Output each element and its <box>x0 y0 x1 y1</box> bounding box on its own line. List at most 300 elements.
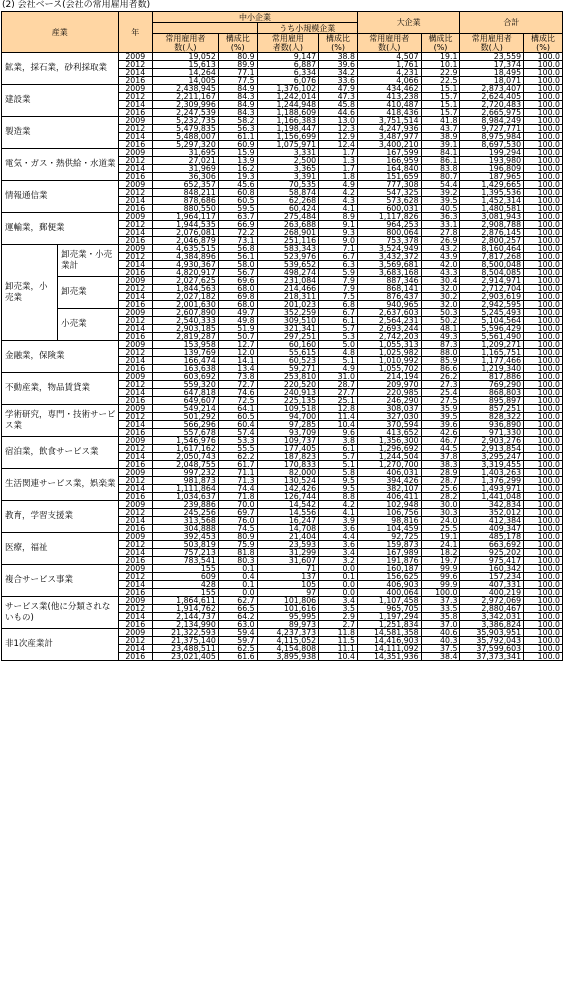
value-cell: 43.2 <box>421 245 460 253</box>
value-cell: 0.1 <box>218 565 257 573</box>
value-cell: 38.3 <box>421 461 460 469</box>
value-cell: 9.1 <box>319 221 358 229</box>
value-cell: 925,202 <box>460 549 524 557</box>
value-cell: 868,141 <box>357 285 421 293</box>
value-cell: 6,334 <box>257 69 318 77</box>
value-cell: 413,652 <box>357 429 421 437</box>
value-cell: 783,541 <box>153 557 219 565</box>
value-cell: 100.0 <box>524 157 563 165</box>
value-cell: 38.4 <box>421 653 460 661</box>
year-cell: 2009 <box>118 533 153 541</box>
value-cell: 1,055,313 <box>357 341 421 349</box>
year-cell: 2012 <box>118 509 153 517</box>
sme-header: 中小企業 <box>153 12 358 23</box>
value-cell: 37,599,603 <box>460 645 524 653</box>
table-row <box>2 53 563 61</box>
value-cell: 62,268 <box>257 197 318 205</box>
value-cell: 37.5 <box>421 645 460 653</box>
value-cell: 56.7 <box>218 269 257 277</box>
total-header: 合計 <box>460 12 563 34</box>
year-cell: 2014 <box>118 645 153 653</box>
value-cell: 18,495 <box>460 69 524 77</box>
value-cell: 304,888 <box>153 525 219 533</box>
value-cell: 104,459 <box>357 525 421 533</box>
value-cell: 27,021 <box>153 157 219 165</box>
value-cell: 1,165,751 <box>460 349 524 357</box>
value-cell: 73.8 <box>218 373 257 381</box>
value-cell: 15.1 <box>421 85 460 93</box>
value-cell: 55,615 <box>257 349 318 357</box>
value-cell: 14,111,092 <box>357 645 421 653</box>
value-cell: 1,864,611 <box>153 597 219 605</box>
industry-cell: 生活関連サービス業，娯楽業 <box>2 469 119 501</box>
year-cell: 2014 <box>118 261 153 269</box>
value-cell: 100.0 <box>524 333 563 341</box>
value-cell: 2,211,167 <box>153 93 219 101</box>
value-cell: 0.0 <box>218 589 257 597</box>
value-cell: 19.1 <box>421 533 460 541</box>
value-cell: 4,115,052 <box>257 637 318 645</box>
year-cell: 2014 <box>118 485 153 493</box>
value-cell: 4,635,515 <box>153 245 219 253</box>
sme-empty-header <box>153 23 258 34</box>
value-cell: 81.8 <box>218 549 257 557</box>
value-cell: 31,607 <box>257 557 318 565</box>
year-cell: 2009 <box>118 501 153 509</box>
value-cell: 137 <box>257 573 318 581</box>
value-cell: 5,232,735 <box>153 117 219 125</box>
value-cell: 99.9 <box>421 565 460 573</box>
value-cell: 23,488,511 <box>153 645 219 653</box>
value-cell: 11.5 <box>319 637 358 645</box>
value-cell: 100.0 <box>524 357 563 365</box>
value-cell: 268,901 <box>257 229 318 237</box>
value-cell: 50.3 <box>421 309 460 317</box>
year-cell: 2012 <box>118 349 153 357</box>
value-cell: 225,135 <box>257 397 318 405</box>
year-cell: 2009 <box>118 245 153 253</box>
value-cell: 1,010,992 <box>357 357 421 365</box>
value-cell: 895,897 <box>460 397 524 405</box>
value-cell: 36.3 <box>421 213 460 221</box>
value-cell: 80.7 <box>421 173 460 181</box>
value-cell: 167,989 <box>357 549 421 557</box>
sub-industry-cell: 卸売業 <box>58 277 118 309</box>
value-cell: 218,311 <box>257 293 318 301</box>
value-cell: 100.0 <box>524 197 563 205</box>
year-cell: 2016 <box>118 493 153 501</box>
value-cell: 1,197,294 <box>357 613 421 621</box>
small-header: うち小規模企業 <box>257 23 357 34</box>
year-cell: 2009 <box>118 437 153 445</box>
table-row <box>2 469 563 477</box>
year-cell: 2014 <box>118 421 153 429</box>
value-cell: 5.3 <box>319 333 358 341</box>
value-cell: 5,479,835 <box>153 125 219 133</box>
value-cell: 30.0 <box>421 501 460 509</box>
value-cell: 4,384,896 <box>153 253 219 261</box>
table-row <box>2 277 563 285</box>
value-cell: 2,637,603 <box>357 309 421 317</box>
value-cell: 45.6 <box>218 181 257 189</box>
value-cell: 84.3 <box>218 109 257 117</box>
value-cell: 245,256 <box>153 509 219 517</box>
value-cell: 5.1 <box>319 461 358 469</box>
year-cell: 2016 <box>118 589 153 597</box>
value-cell: 4,820,917 <box>153 269 219 277</box>
table-row <box>2 149 563 157</box>
value-cell: 370,594 <box>357 421 421 429</box>
value-cell: 16.2 <box>218 165 257 173</box>
year-cell: 2016 <box>118 557 153 565</box>
industry-cell: 製造業 <box>2 117 119 149</box>
year-cell: 2012 <box>118 221 153 229</box>
value-cell: 209,970 <box>357 381 421 389</box>
value-cell: 2,914,971 <box>460 277 524 285</box>
value-cell: 71.8 <box>218 493 257 501</box>
value-cell: 100.0 <box>524 61 563 69</box>
value-cell: 68.0 <box>218 301 257 309</box>
value-cell: 263,688 <box>257 221 318 229</box>
value-cell: 239,886 <box>153 501 219 509</box>
value-cell: 19,052 <box>153 53 219 61</box>
value-cell: 1,198,447 <box>257 125 318 133</box>
value-cell: 92,725 <box>357 533 421 541</box>
table-body <box>2 53 563 661</box>
value-cell: 4.9 <box>319 365 358 373</box>
value-cell: 5.8 <box>319 469 358 477</box>
value-cell: 100.0 <box>524 301 563 309</box>
large-header: 大企業 <box>357 12 459 34</box>
value-cell: 99.9 <box>421 581 460 589</box>
year-cell: 2009 <box>118 629 153 637</box>
value-cell: 60.5 <box>218 413 257 421</box>
value-cell: 428 <box>153 581 219 589</box>
value-cell: 400,064 <box>357 589 421 597</box>
value-cell: 1,117,826 <box>357 213 421 221</box>
value-cell: 1,025,982 <box>357 349 421 357</box>
value-cell: 971,330 <box>460 429 524 437</box>
value-cell: 34.2 <box>319 69 358 77</box>
value-cell: 2,144,737 <box>153 613 219 621</box>
value-cell: 2,972,069 <box>460 597 524 605</box>
value-cell: 76.0 <box>218 517 257 525</box>
value-cell: 1,403,263 <box>460 469 524 477</box>
value-cell: 848,211 <box>153 189 219 197</box>
value-cell: 6,076 <box>257 77 318 85</box>
value-cell: 40.6 <box>421 629 460 637</box>
value-cell: 12.4 <box>319 141 358 149</box>
value-cell: 0.0 <box>319 589 358 597</box>
value-cell: 410,487 <box>357 101 421 109</box>
value-cell: 156,625 <box>357 573 421 581</box>
year-cell: 2012 <box>118 637 153 645</box>
value-cell: 100.0 <box>524 429 563 437</box>
industry-cell: 電気・ガス・熱供給・水道業 <box>2 149 119 181</box>
year-cell: 2014 <box>118 549 153 557</box>
value-cell: 214,194 <box>357 373 421 381</box>
value-cell: 100.0 <box>524 141 563 149</box>
value-cell: 14,581,358 <box>357 629 421 637</box>
value-cell: 100.0 <box>524 501 563 509</box>
year-cell: 2012 <box>118 445 153 453</box>
value-cell: 609 <box>153 573 219 581</box>
value-cell: 27.5 <box>421 397 460 405</box>
value-cell: 100.0 <box>524 253 563 261</box>
value-cell: 1,493,971 <box>460 485 524 493</box>
value-cell: 155 <box>153 565 219 573</box>
value-cell: 2,050,743 <box>153 453 219 461</box>
value-cell: 1,617,162 <box>153 445 219 453</box>
value-cell: 3,331 <box>257 149 318 157</box>
value-cell: 40.3 <box>421 637 460 645</box>
value-cell: 60.8 <box>218 189 257 197</box>
table-row <box>2 405 563 413</box>
value-cell: 777,308 <box>357 181 421 189</box>
value-cell: 100.0 <box>524 621 563 629</box>
small-ratio-header: 構成比 (%) <box>319 34 358 53</box>
value-cell: 2,942,595 <box>460 301 524 309</box>
value-cell: 46.7 <box>421 437 460 445</box>
value-cell: 97 <box>257 589 318 597</box>
value-cell: 2,048,755 <box>153 461 219 469</box>
value-cell: 5,596,429 <box>460 325 524 333</box>
value-cell: 965,705 <box>357 605 421 613</box>
value-cell: 940,965 <box>357 301 421 309</box>
value-cell: 84.9 <box>218 85 257 93</box>
value-cell: 15,613 <box>153 61 219 69</box>
value-cell: 41.8 <box>421 117 460 125</box>
value-cell: 1,964,117 <box>153 213 219 221</box>
value-cell: 3.4 <box>319 549 358 557</box>
industry-cell: 医療，福祉 <box>2 533 119 565</box>
value-cell: 6.7 <box>319 309 358 317</box>
value-cell: 964,253 <box>357 221 421 229</box>
value-cell: 28.2 <box>421 493 460 501</box>
value-cell: 413,238 <box>357 93 421 101</box>
value-cell: 6,887 <box>257 61 318 69</box>
value-cell: 4,930,367 <box>153 261 219 269</box>
year-cell: 2014 <box>118 581 153 589</box>
value-cell: 539,652 <box>257 261 318 269</box>
value-cell: 2,908,788 <box>460 221 524 229</box>
value-cell: 100.0 <box>524 221 563 229</box>
value-cell: 407,331 <box>460 581 524 589</box>
value-cell: 14,556 <box>257 509 318 517</box>
table-row <box>2 213 563 221</box>
value-cell: 193,980 <box>460 157 524 165</box>
value-cell: 170,833 <box>257 461 318 469</box>
value-cell: 77.5 <box>218 77 257 85</box>
value-cell: 100.0 <box>524 573 563 581</box>
value-cell: 406,031 <box>357 469 421 477</box>
year-cell: 2009 <box>118 53 153 61</box>
value-cell: 4.1 <box>319 205 358 213</box>
value-cell: 28.7 <box>319 381 358 389</box>
industry-cell: 不動産業，物品賃貸業 <box>2 373 119 405</box>
value-cell: 1,296,692 <box>357 445 421 453</box>
value-cell: 2,693,244 <box>357 325 421 333</box>
value-cell: 53.3 <box>218 437 257 445</box>
value-cell: 99.6 <box>421 573 460 581</box>
value-cell: 100.0 <box>524 93 563 101</box>
value-cell: 23,593 <box>257 541 318 549</box>
value-cell: 503,819 <box>153 541 219 549</box>
value-cell: 14.1 <box>218 357 257 365</box>
value-cell: 321,341 <box>257 325 318 333</box>
value-cell: 8,504,085 <box>460 269 524 277</box>
value-cell: 84.1 <box>421 149 460 157</box>
value-cell: 126,744 <box>257 493 318 501</box>
value-cell: 14,708 <box>257 525 318 533</box>
value-cell: 547,325 <box>357 189 421 197</box>
value-cell: 573,628 <box>357 197 421 205</box>
value-cell: 3,569,681 <box>357 261 421 269</box>
value-cell: 100.0 <box>524 189 563 197</box>
value-cell: 14,416,903 <box>357 637 421 645</box>
year-cell: 2016 <box>118 109 153 117</box>
value-cell: 40.5 <box>421 205 460 213</box>
value-cell: 12.9 <box>319 133 358 141</box>
year-cell: 2016 <box>118 77 153 85</box>
value-cell: 77.1 <box>218 69 257 77</box>
value-cell: 199,294 <box>460 149 524 157</box>
value-cell: 7.9 <box>319 277 358 285</box>
year-cell: 2012 <box>118 541 153 549</box>
value-cell: 11.4 <box>319 413 358 421</box>
value-cell: 817,886 <box>460 373 524 381</box>
value-cell: 297,251 <box>257 333 318 341</box>
value-cell: 100.0 <box>524 541 563 549</box>
value-cell: 4.2 <box>319 501 358 509</box>
value-cell: 1,270,700 <box>357 461 421 469</box>
value-cell: 1.7 <box>319 149 358 157</box>
value-cell: 153,958 <box>153 341 219 349</box>
value-cell: 100.0 <box>524 413 563 421</box>
value-cell: 2,819,287 <box>153 333 219 341</box>
value-cell: 4.2 <box>319 189 358 197</box>
value-cell: 10.4 <box>319 653 358 661</box>
value-cell: 663,692 <box>460 541 524 549</box>
value-cell: 2,001,630 <box>153 301 219 309</box>
year-cell: 2009 <box>118 309 153 317</box>
value-cell: 21,322,593 <box>153 629 219 637</box>
value-cell: 33.5 <box>421 605 460 613</box>
value-cell: 4.1 <box>319 509 358 517</box>
year-cell: 2016 <box>118 301 153 309</box>
value-cell: 43.3 <box>421 269 460 277</box>
value-cell: 2,665,975 <box>460 109 524 117</box>
value-cell: 0.0 <box>319 581 358 589</box>
value-cell: 63.0 <box>218 621 257 629</box>
value-cell: 93,709 <box>257 429 318 437</box>
value-cell: 3.6 <box>319 525 358 533</box>
value-cell: 94,700 <box>257 413 318 421</box>
value-cell: 2,134,990 <box>153 621 219 629</box>
value-cell: 5,488,007 <box>153 133 219 141</box>
value-cell: 85.9 <box>421 357 460 365</box>
table-title: (2) 会社ベース(会社の常用雇用者数) <box>2 0 151 10</box>
value-cell: 39.5 <box>421 413 460 421</box>
value-cell: 62.2 <box>218 453 257 461</box>
value-cell: 2,438,945 <box>153 85 219 93</box>
year-cell: 2014 <box>118 517 153 525</box>
value-cell: 59.5 <box>218 205 257 213</box>
value-cell: 1,075,971 <box>257 141 318 149</box>
value-cell: 196,809 <box>460 165 524 173</box>
value-cell: 60,160 <box>257 341 318 349</box>
industry-header: 産業 <box>2 12 119 53</box>
value-cell: 18.2 <box>421 549 460 557</box>
value-cell: 9,147 <box>257 53 318 61</box>
value-cell: 2,913,854 <box>460 445 524 453</box>
value-cell: 485,178 <box>460 533 524 541</box>
value-cell: 60.5 <box>218 197 257 205</box>
value-cell: 5.0 <box>319 341 358 349</box>
value-cell: 220,985 <box>357 389 421 397</box>
value-cell: 50.7 <box>218 333 257 341</box>
value-cell: 2,624,405 <box>460 93 524 101</box>
value-cell: 14,005 <box>153 77 219 85</box>
value-cell: 100.0 <box>524 277 563 285</box>
value-cell: 857,251 <box>460 405 524 413</box>
value-cell: 39.2 <box>421 189 460 197</box>
value-cell: 62.5 <box>218 645 257 653</box>
value-cell: 100.0 <box>524 485 563 493</box>
value-cell: 2,027,625 <box>153 277 219 285</box>
value-cell: 2,500 <box>257 157 318 165</box>
value-cell: 15.7 <box>421 109 460 117</box>
industry-cell: 金融業，保険業 <box>2 341 119 373</box>
value-cell: 49.8 <box>218 317 257 325</box>
value-cell: 167,599 <box>357 149 421 157</box>
value-cell: 400,219 <box>460 589 524 597</box>
value-cell: 603,692 <box>153 373 219 381</box>
table-row <box>2 597 563 605</box>
value-cell: 8,500,048 <box>460 261 524 269</box>
value-cell: 26.9 <box>421 237 460 245</box>
value-cell: 100.0 <box>524 205 563 213</box>
value-cell: 7.9 <box>319 285 358 293</box>
value-cell: 406,411 <box>357 493 421 501</box>
value-cell: 36,306 <box>153 173 219 181</box>
value-cell: 84.9 <box>218 101 257 109</box>
value-cell: 17,374 <box>460 61 524 69</box>
value-cell: 32.0 <box>421 285 460 293</box>
value-cell: 160,187 <box>357 565 421 573</box>
value-cell: 56.1 <box>218 253 257 261</box>
industry-cell: 教育，学習支援業 <box>2 501 119 533</box>
value-cell: 100.0 <box>524 637 563 645</box>
year-cell: 2012 <box>118 573 153 581</box>
value-cell: 649,607 <box>153 397 219 405</box>
value-cell: 59,271 <box>257 365 318 373</box>
year-cell: 2016 <box>118 205 153 213</box>
value-cell: 100.0 <box>524 525 563 533</box>
value-cell: 50.2 <box>421 317 460 325</box>
value-cell: 22.9 <box>421 69 460 77</box>
year-cell: 2012 <box>118 157 153 165</box>
value-cell: 1,219,340 <box>460 365 524 373</box>
value-cell: 43.7 <box>421 125 460 133</box>
value-cell: 25.6 <box>421 485 460 493</box>
value-cell: 14,264 <box>153 69 219 77</box>
value-cell: 936,890 <box>460 421 524 429</box>
total-emp-header: 常用雇用者 数(人) <box>460 34 524 53</box>
value-cell: 3,751,514 <box>357 117 421 125</box>
year-cell: 2016 <box>118 269 153 277</box>
year-cell: 2016 <box>118 461 153 469</box>
